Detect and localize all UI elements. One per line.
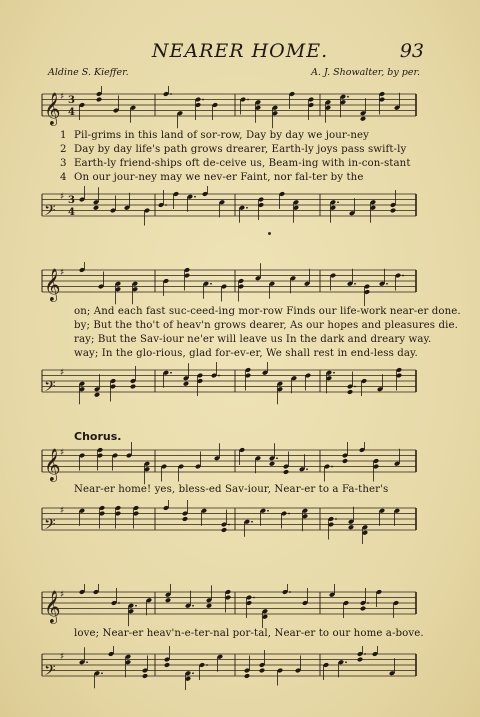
verse-1-line-2: on; And each fast suc-ceed-ing mor-row Finds our life-work near-er done. [74,306,461,317]
svg-text:𝄢: 𝄢 [44,378,56,399]
treble-staff-3 [40,442,418,486]
chorus-line-2: love; Near-er heav'n-e-ter-nal por-tal, Near-er to our home a-bove. [74,628,424,639]
svg-text:3: 3 [68,95,75,106]
composer-credit: A. J. Showalter, by per. [311,67,420,78]
bass-staff-1 [40,186,418,230]
svg-text:𝄞: 𝄞 [44,268,61,301]
lyricist-credit: Aldine S. Kieffer. [48,67,129,78]
verse-3-line-2: ray; But the Sav-iour ne'er will leave us In the dark and dreary way. [74,334,432,345]
bass-staff-3 [40,500,418,544]
svg-text:♯: ♯ [60,590,65,600]
verse-4-line-2: way; In the glo-rious, glad for-ev-er, We shall rest in end-less day. [74,348,418,359]
bass-staff-4 [40,646,418,690]
svg-text:♯: ♯ [60,506,65,516]
svg-text:♯: ♯ [60,652,65,662]
treble-staff-1 [40,86,418,130]
chorus-line-1: Near-er home! yes, bless-ed Sav-iour, Near-er to a Fa-ther's [74,484,389,495]
svg-text:𝄞: 𝄞 [44,92,61,125]
page-number: 93 [399,40,424,62]
treble-staff-2 [40,262,418,306]
svg-text:𝄢: 𝄢 [44,516,56,537]
verse-3-line-1: 3 Earth-ly friend-ships oft de-ceive us, Beam-ing with in-con-stant [60,158,411,169]
svg-text:4: 4 [68,207,75,218]
verse-4-line-1: 4 On our jour-ney may we nev-er Faint, nor fal-ter by the [60,172,364,183]
svg-text:𝄢: 𝄢 [44,662,56,683]
svg-text:3: 3 [68,195,75,206]
bass-staff-2 [40,362,418,406]
verse-2-line-2: by; But the tho't of heav'n grows dearer, As our hopes and pleasures die. [74,320,458,331]
treble-staff-4 [40,584,418,628]
ornament-dot [268,232,271,235]
svg-text:4: 4 [68,107,75,118]
svg-text:♯: ♯ [60,268,65,278]
svg-text:♯: ♯ [60,192,65,202]
verse-2-line-1: 2 Day by day life's path grows drearer, Earth-ly joys pass swift-ly [60,144,407,155]
svg-text:♯: ♯ [60,92,65,102]
svg-text:𝄞: 𝄞 [44,448,61,481]
verse-1-line-1: 1 Pil-grims in this land of sor-row, Day by day we jour-ney [60,130,370,141]
svg-text:𝄢: 𝄢 [44,202,56,223]
svg-text:𝄞: 𝄞 [44,590,61,623]
hymn-title: NEARER HOME. [151,40,329,62]
chorus-label: Chorus. [74,430,122,443]
svg-text:♯: ♯ [60,448,65,458]
svg-text:♯: ♯ [60,368,65,378]
